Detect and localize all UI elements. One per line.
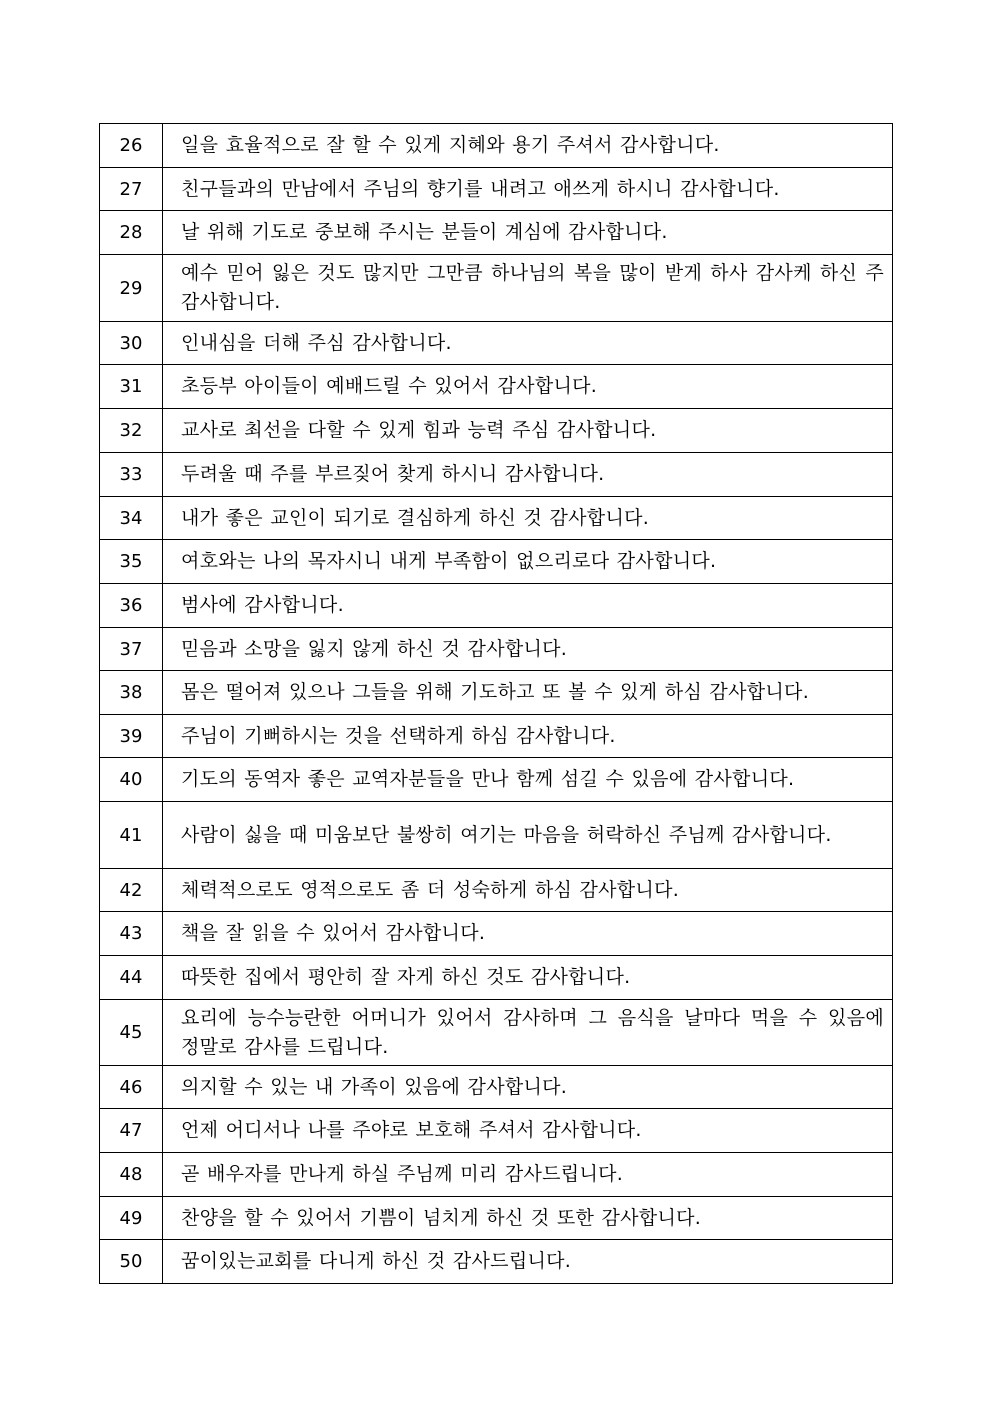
row-text: 인내심을 더해 주심 감사합니다.	[163, 322, 893, 365]
table-row	[100, 1066, 893, 1109]
row-text: 의지할 수 있는 내 가족이 있음에 감사합니다.	[163, 1066, 893, 1109]
row-text: 초등부 아이들이 예배드릴 수 있어서 감사합니다.	[163, 365, 893, 409]
row-number: 39	[100, 715, 163, 758]
table-row	[100, 168, 893, 211]
row-number: 42	[100, 869, 163, 912]
table-row	[100, 322, 893, 365]
row-number: 32	[100, 409, 163, 453]
thanks-list-body	[100, 124, 893, 1284]
table-row	[100, 802, 893, 869]
row-number: 41	[100, 802, 163, 869]
row-text: 곧 배우자를 만나게 하실 주님께 미리 감사드립니다.	[163, 1153, 893, 1197]
row-text: 예수 믿어 잃은 것도 많지만 그만큼 하나님의 복을 많이 받게 하사 감사케 하신 주 감사합니다.	[163, 255, 893, 322]
row-number: 30	[100, 322, 163, 365]
row-text: 책을 잘 읽을 수 있어서 감사합니다.	[163, 912, 893, 956]
row-number: 28	[100, 211, 163, 255]
table-row	[100, 124, 893, 168]
row-text: 날 위해 기도로 중보해 주시는 분들이 계심에 감사합니다.	[163, 211, 893, 255]
table-row	[100, 497, 893, 540]
table-row	[100, 1109, 893, 1153]
row-text: 요리에 능수능란한 어머니가 있어서 감사하며 그 음식을 날마다 먹을 수 있음에 정말로 감사를 드립니다.	[163, 1000, 893, 1066]
row-text: 여호와는 나의 목자시니 내게 부족함이 없으리로다 감사합니다.	[163, 540, 893, 584]
table-row	[100, 1153, 893, 1197]
table-row	[100, 1000, 893, 1066]
thanks-list-table	[99, 123, 893, 1284]
table-row	[100, 453, 893, 497]
table-row	[100, 211, 893, 255]
row-number: 37	[100, 628, 163, 671]
row-text: 교사로 최선을 다할 수 있게 힘과 능력 주심 감사합니다.	[163, 409, 893, 453]
row-number: 44	[100, 956, 163, 1000]
row-text: 체력적으로도 영적으로도 좀 더 성숙하게 하심 감사합니다.	[163, 869, 893, 912]
table-row	[100, 671, 893, 715]
row-number: 31	[100, 365, 163, 409]
table-row	[100, 912, 893, 956]
row-number: 38	[100, 671, 163, 715]
row-text: 꿈이있는교회를 다니게 하신 것 감사드립니다.	[163, 1240, 893, 1284]
table-row	[100, 869, 893, 912]
table-row	[100, 628, 893, 671]
row-text: 내가 좋은 교인이 되기로 결심하게 하신 것 감사합니다.	[163, 497, 893, 540]
row-text: 두려울 때 주를 부르짖어 찾게 하시니 감사합니다.	[163, 453, 893, 497]
row-text: 따뜻한 집에서 평안히 잘 자게 하신 것도 감사합니다.	[163, 956, 893, 1000]
table-row	[100, 1240, 893, 1284]
table-row	[100, 758, 893, 802]
row-number: 26	[100, 124, 163, 168]
row-text: 찬양을 할 수 있어서 기쁨이 넘치게 하신 것 또한 감사합니다.	[163, 1197, 893, 1240]
table-row	[100, 956, 893, 1000]
row-text: 주님이 기뻐하시는 것을 선택하게 하심 감사합니다.	[163, 715, 893, 758]
row-number: 34	[100, 497, 163, 540]
row-text: 몸은 떨어져 있으나 그들을 위해 기도하고 또 볼 수 있게 하심 감사합니다.	[163, 671, 893, 715]
row-number: 45	[100, 1000, 163, 1066]
row-text: 믿음과 소망을 잃지 않게 하신 것 감사합니다.	[163, 628, 893, 671]
row-number: 40	[100, 758, 163, 802]
table-row	[100, 715, 893, 758]
row-number: 27	[100, 168, 163, 211]
table-row	[100, 255, 893, 322]
row-number: 49	[100, 1197, 163, 1240]
row-text: 언제 어디서나 나를 주야로 보호해 주셔서 감사합니다.	[163, 1109, 893, 1153]
row-number: 43	[100, 912, 163, 956]
row-text: 범사에 감사합니다.	[163, 584, 893, 628]
row-text: 사람이 싫을 때 미움보단 불쌍히 여기는 마음을 허락하신 주님께 감사합니다.	[163, 802, 893, 869]
table-row	[100, 409, 893, 453]
row-text: 친구들과의 만남에서 주님의 향기를 내려고 애쓰게 하시니 감사합니다.	[163, 168, 893, 211]
table-row	[100, 1197, 893, 1240]
row-number: 48	[100, 1153, 163, 1197]
table-row	[100, 540, 893, 584]
row-number: 50	[100, 1240, 163, 1284]
row-number: 36	[100, 584, 163, 628]
row-text: 일을 효율적으로 잘 할 수 있게 지혜와 용기 주셔서 감사합니다.	[163, 124, 893, 168]
table-row	[100, 584, 893, 628]
row-number: 46	[100, 1066, 163, 1109]
row-number: 35	[100, 540, 163, 584]
row-text: 기도의 동역자 좋은 교역자분들을 만나 함께 섬길 수 있음에 감사합니다.	[163, 758, 893, 802]
row-number: 47	[100, 1109, 163, 1153]
table-row	[100, 365, 893, 409]
row-number: 29	[100, 255, 163, 322]
row-number: 33	[100, 453, 163, 497]
